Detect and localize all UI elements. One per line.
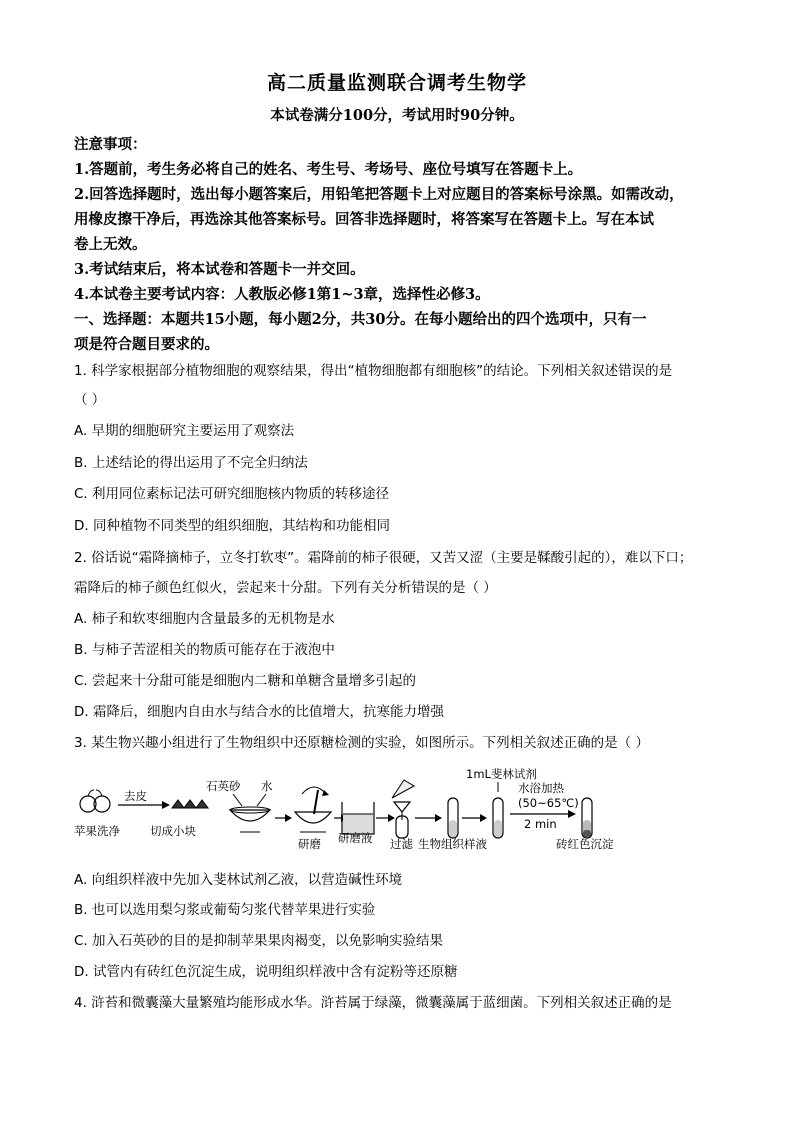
label-reagent: 1mL斐林试剂 [466, 767, 537, 781]
arrow-to-reagent-head [480, 814, 487, 822]
label-filter: 过滤 [390, 837, 413, 851]
q2-stem-line-1: 2. 俗话说“霜降摘柿子，立冬打软枣”。霜降前的柿子很硬，又苦又涩（主要是鞣酸引起的），难以下口； [74, 550, 693, 566]
arrow-quartz [233, 794, 242, 806]
notice-heading: 注意事项： [74, 136, 147, 153]
bowl-icon [230, 807, 270, 832]
notice-item-2-line-3: 卷上无效。 [74, 236, 147, 253]
q1-option-c[interactable]: C. 利用同位素标记法可研究细胞核内物质的转移途径 [74, 486, 390, 502]
q1-option-d[interactable]: D. 同种植物不同类型的组织细胞，其结构和功能相同 [74, 518, 390, 534]
notice-item-2-line-2: 用橡皮擦干净后，再选涂其他答案标号。回答非选择题时，将答案写在答题卡上。写在本试 [74, 211, 654, 228]
label-slurry: 研磨液 [338, 831, 373, 845]
label-cut: 切成小块 [150, 824, 196, 838]
label-time: 2 min [524, 817, 557, 831]
apple-icon [80, 790, 110, 812]
arrow-water [257, 794, 266, 806]
label-peel: 去皮 [124, 789, 147, 803]
mortar-pestle-icon [295, 787, 331, 832]
test-tube-result-icon [582, 798, 592, 838]
section-1-heading-line-1: 一、选择题：本题共15小题，每小题2分，共30分。在每小题给出的四个选项中，只有一 [74, 311, 647, 328]
test-tube-reagent-icon [493, 798, 503, 838]
label-quartz: 石英砂 [206, 779, 241, 793]
q1-option-b[interactable]: B. 上述结论的得出运用了不完全归纳法 [74, 455, 308, 471]
exam-subtitle: 本试卷满分100分，考试用时90分钟。 [270, 107, 524, 124]
notice-item-2-line-1: 2.回答选择题时，选出每小题答案后，用铅笔把答题卡上对应题目的答案标号涂黑。如需改动， [74, 186, 684, 203]
q3-option-a[interactable]: A. 向组织样液中先加入斐林试剂乙液，以营造碱性环境 [74, 872, 403, 888]
section-1-heading-line-2: 项是符合题目要求的。 [74, 336, 219, 353]
arrow-bath-head [568, 810, 576, 818]
q2-option-a[interactable]: A. 柿子和软枣细胞内含量最多的无机物是水 [74, 611, 335, 627]
notice-item-1: 1.答题前，考生务必将自己的姓名、考生号、考场号、座位号填写在答题卡上。 [74, 161, 583, 178]
q3-option-c[interactable]: C. 加入石英砂的目的是抑制苹果果肉褐变，以免影响实验结果 [74, 933, 444, 949]
q3-option-d[interactable]: D. 试管内有砖红色沉淀生成，说明组织样液中含有淀粉等还原糖 [74, 964, 458, 980]
q2-option-b[interactable]: B. 与柿子苦涩相关的物质可能存在于液泡中 [74, 642, 335, 658]
arrow-to-sample-head [435, 814, 442, 822]
label-temp: (50~65℃) [518, 796, 579, 810]
label-sample: 生物组织样液 [418, 837, 487, 851]
q1-stem-line-1: 1. 科学家根据部分植物细胞的观察结果，得出“植物细胞都有细胞核”的结论。下列相关叙述错误的是 [74, 363, 673, 379]
beaker-icon [342, 802, 374, 834]
q3-stem: 3. 某生物兴趣小组进行了生物组织中还原糖检测的实验，如图所示。下列相关叙述正确的是（ ） [74, 735, 649, 751]
exam-title: 高二质量监测联合调考生物学 [266, 72, 527, 94]
label-grind: 研磨 [298, 837, 321, 851]
arrow-to-grind-head [285, 814, 292, 822]
notice-item-3: 3.考试结束后，将本试卷和答题卡一并交回。 [74, 261, 365, 278]
test-tube-sample-icon [448, 798, 458, 838]
q1-option-a[interactable]: A. 早期的细胞研究主要运用了观察法 [74, 423, 295, 439]
notice-item-4: 4.本试卷主要考试内容：人教版必修1第1~3章，选择性必修3。 [74, 286, 490, 303]
label-bath: 水浴加热 [518, 781, 564, 795]
q3-experiment-figure [70, 758, 730, 858]
q2-option-d[interactable]: D. 霜降后，细胞内自由水与结合水的比值增大，抗寒能力增强 [74, 704, 444, 720]
funnel-icon [392, 780, 414, 838]
arrow-to-filter-head [388, 814, 395, 822]
label-apple-wash: 苹果洗净 [74, 824, 120, 838]
arrow-peel-head [162, 801, 170, 809]
q1-stem-line-2: （ ） [74, 392, 106, 408]
label-water: 水 [261, 779, 273, 793]
q3-option-b[interactable]: B. 也可以选用梨匀浆或葡萄匀浆代替苹果进行实验 [74, 902, 376, 918]
q4-stem-line-1: 4. 浒苔和微囊藻大量繁殖均能形成水华。浒苔属于绿藻，微囊藻属于蓝细菌。下列相关叙述正确的是 [74, 995, 672, 1011]
q2-option-c[interactable]: C. 尝起来十分甜可能是细胞内二糖和单糖含量增多引起的 [74, 673, 417, 689]
label-precipitate: 砖红色沉淀 [556, 837, 614, 851]
apple-chunks-icon [172, 800, 208, 808]
q2-stem-line-2: 霜降后的柿子颜色红似火，尝起来十分甜。下列有关分析错误的是（ ） [74, 580, 497, 596]
